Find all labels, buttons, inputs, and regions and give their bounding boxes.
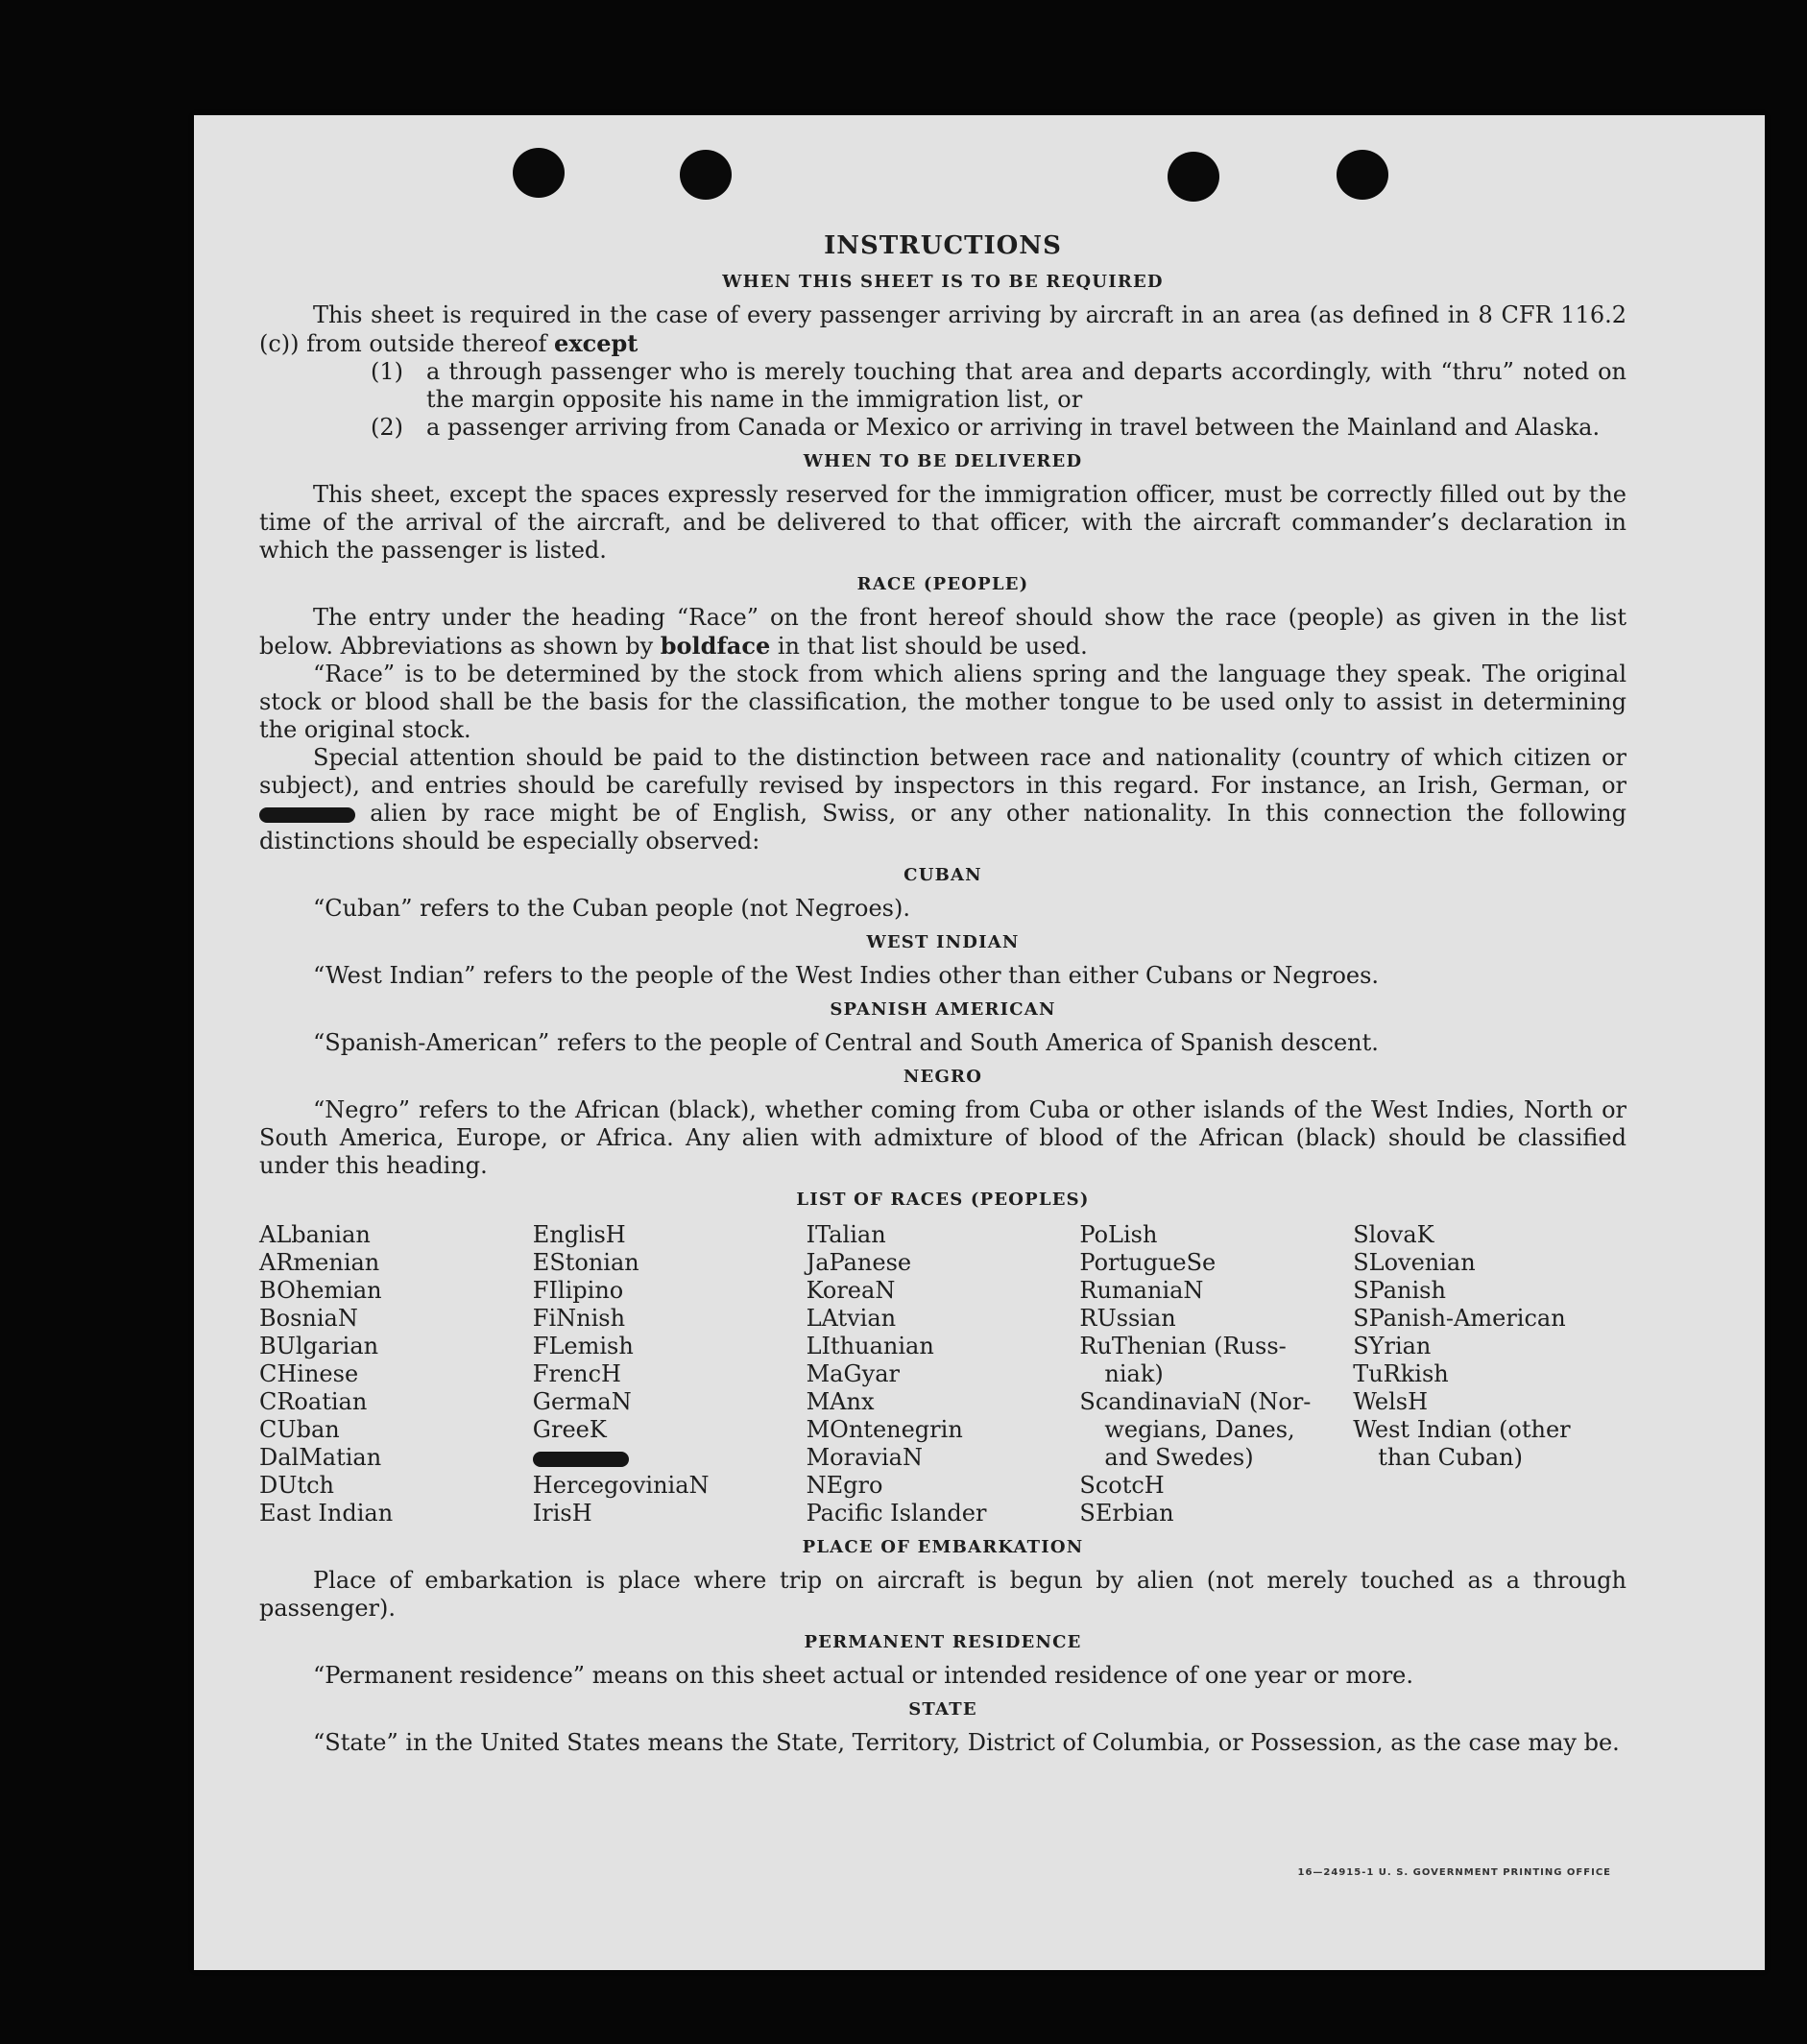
heading-negro: NEGRO [903,1067,983,1087]
punch-hole-3 [1168,152,1219,202]
races-column-2 [533,1221,807,1527]
race-list-item: EnglisH [532,1221,626,1248]
punch-hole-4 [1337,150,1388,200]
race-list-item: HercegoviniaN [532,1472,710,1499]
race-list-item: and Swedes) [1104,1444,1254,1471]
races-column-1 [259,1221,533,1527]
race-list-item: DalMatian [259,1444,382,1471]
redaction-mark [259,807,355,823]
heading-state: STATE [908,1699,977,1719]
punch-hole-2 [680,150,732,200]
heading-race: RACE (PEOPLE) [856,574,1029,594]
race-list-item: GermaN [532,1388,632,1415]
state-text: “State” in the United States means the State, Territory, District of Columbia, or Possession, as the case may be. [313,1729,1620,1756]
race-list-item: RuThenian (Russ- [1079,1333,1287,1359]
race-list-item: MAnx [806,1388,875,1415]
race-list-item: FrencH [532,1360,621,1387]
race-list-item: SPanish [1353,1277,1446,1304]
race-list-item: IrisH [532,1500,592,1527]
heading-when-required: WHEN THIS SHEET IS TO BE REQUIRED [722,272,1164,292]
race-list-item: SlovaK [1353,1221,1434,1248]
race-list-item: wegians, Danes, [1104,1416,1295,1443]
race-list-item: DUtch [259,1472,335,1499]
races-column-4 [1079,1221,1353,1527]
race-paragraph-2: “Race” is to be determined by the stock from which aliens spring and the language they speak. The original stock or blood shall be the basis for the classification, the mother tongue to be used only to assist in determining the original stock. [259,661,1626,743]
exception-item-1: (1) a through passenger who is merely touching that area and departs accordingly, with “thru” noted on the margin opposite his name in the immigration list, or [371,358,1626,413]
race-list-item: LAtvian [806,1305,897,1332]
punch-hole-1 [513,148,565,198]
race-list-item: JaPanese [806,1249,912,1276]
redaction-mark [533,1452,629,1467]
heading-embarkation: PLACE OF EMBARKATION [802,1537,1084,1557]
race-list-item: MaGyar [806,1360,900,1387]
spanish-american-text: “Spanish-American” refers to the people of Central and South America of Spanish descent. [313,1029,1379,1056]
race-list-item: MoraviaN [806,1444,923,1471]
heading-permanent-residence: PERMANENT RESIDENCE [804,1632,1082,1652]
race-list-item: West Indian (other [1353,1416,1571,1443]
race-list-item: SYrian [1353,1333,1432,1359]
negro-text: “Negro” refers to the African (black), whether coming from Cuba or other islands of the West Indies, North or South America, Europe, or Africa. Any alien with admixture of blood of the African (black) should be classified under this heading. [259,1096,1626,1179]
races-column-5 [1353,1221,1626,1527]
race-list-item: FiNnish [532,1305,626,1332]
race-list-item: FIlipino [532,1277,624,1304]
race-list-item: SPanish-American [1353,1305,1566,1332]
race-list-item: PoLish [1079,1221,1158,1248]
race-list-item: SLovenian [1353,1249,1476,1276]
race-list-item: CRoatian [259,1388,368,1415]
races-list [259,1221,1626,1527]
heading-west-indian: WEST INDIAN [866,932,1020,952]
form-sheet [194,115,1765,1970]
heading-list-of-races: LIST OF RACES (PEOPLES) [796,1190,1090,1210]
race-list-item: SErbian [1079,1500,1174,1527]
race-list-item: TuRkish [1353,1360,1449,1387]
when-delivered-text: This sheet, except the spaces expressly reserved for the immigration officer, must be correctly filled out by the time of the arrival of the aircraft, and be delivered to that officer, with the aircraft commander’s declaration in which the passenger is listed. [259,481,1626,564]
race-list-item: EStonian [532,1249,639,1276]
heading-spanish-american: SPANISH AMERICAN [830,999,1056,1020]
race-list-item: ALbanian [259,1221,371,1248]
heading-when-delivered: WHEN TO BE DELIVERED [803,451,1083,471]
race-list-item: Pacific Islander [806,1500,987,1527]
race-list-item: RumaniaN [1079,1277,1204,1304]
instructions-content [259,232,1626,1757]
race-list-item: RUssian [1079,1305,1176,1332]
race-list-item: CUban [259,1416,340,1443]
race-list-item: FLemish [532,1333,634,1359]
printing-office-footer: 16—24915-1 U. S. GOVERNMENT PRINTING OFFICE [1297,1867,1611,1878]
race-list-item: BOhemian [259,1277,382,1304]
race-list-item: WelsH [1353,1388,1429,1415]
race-paragraph-1: The entry under the heading “Race” on the front hereof should show the race (people) as given in the list below. Abbreviations as shown by boldface in that list should be used. [259,604,1626,660]
race-list-item: BUlgarian [259,1333,379,1359]
page-title: INSTRUCTIONS [824,231,1062,260]
race-list-item: niak) [1104,1360,1164,1387]
race-list-item: East Indian [259,1500,394,1527]
race-list-item: CHinese [259,1360,359,1387]
west-indian-text: “West Indian” refers to the people of the West Indies other than either Cubans or Negroes. [313,962,1380,989]
race-list-item: GreeK [532,1416,607,1443]
race-list-item: than Cuban) [1378,1444,1523,1471]
race-list-item: ARmenian [259,1249,380,1276]
embarkation-text: Place of embarkation is place where trip on aircraft is begun by alien (not merely touched as a through passenger). [259,1567,1626,1622]
race-redacted-mark [533,1444,807,1472]
races-column-3 [807,1221,1080,1527]
race-list-item: LIthuanian [806,1333,934,1359]
when-required-intro: This sheet is required in the case of every passenger arriving by aircraft in an area (as defined in 8 CFR 116.2 (c)) from outside thereof except [259,301,1626,357]
exception-item-2: (2) a passenger arriving from Canada or Mexico or arriving in travel between the Mainland and Alaska. [371,414,1601,441]
race-list-item: NEgro [806,1472,883,1499]
cuban-text: “Cuban” refers to the Cuban people (not Negroes). [313,895,910,922]
race-list-item: MOntenegrin [806,1416,963,1443]
race-list-item: ITalian [806,1221,886,1248]
race-list-item: PortugueSe [1079,1249,1217,1276]
race-list-item: ScandinaviaN (Nor- [1079,1388,1312,1415]
race-list-item: BosniaN [259,1305,358,1332]
permanent-residence-text: “Permanent residence” means on this sheet actual or intended residence of one year or more. [313,1662,1413,1689]
race-list-item: KoreaN [806,1277,896,1304]
race-paragraph-3: Special attention should be paid to the distinction between race and nationality (country of which citizen or subject), and entries should be carefully revised by inspectors in this regard. For instance, an Irish, German, or alien by race might be of English, Swiss, or any other nationality. In this connection the following distinctions should be especially observed: [259,744,1626,854]
race-list-item: ScotcH [1079,1472,1165,1499]
heading-cuban: CUBAN [904,865,982,885]
